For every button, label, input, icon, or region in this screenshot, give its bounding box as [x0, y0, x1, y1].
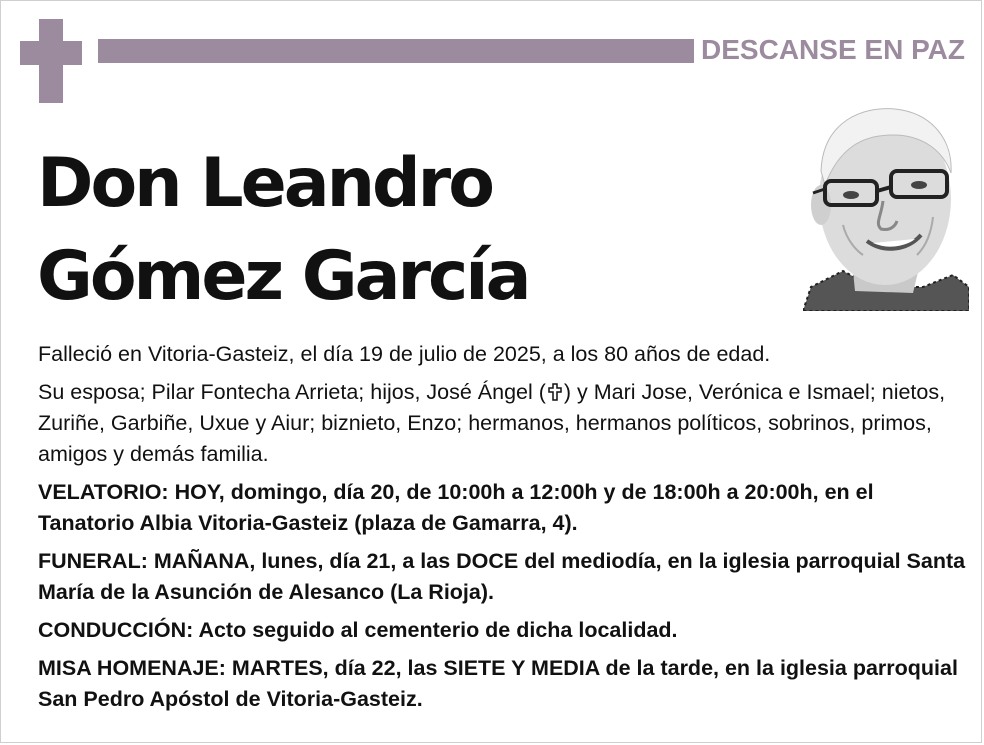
funeral-paragraph: FUNERAL: MAÑANA, lunes, día 21, a las DOCE del mediodía, en la iglesia parroquial Santa María de la Asunción de Alesanco (La Rioja). — [38, 549, 966, 604]
deceased-name — [37, 137, 777, 323]
cross-icon — [20, 19, 82, 103]
cross-icon — [546, 383, 564, 401]
conduccion-paragraph: CONDUCCIÓN: Acto seguido al cementerio de dicha localidad. — [38, 618, 678, 642]
family-text-start: Su esposa; Pilar Fontecha Arrieta; hijos, José Ángel ( — [38, 380, 546, 404]
header-bar — [98, 39, 694, 63]
header-label: DESCANSE EN PAZ — [701, 34, 965, 65]
family-text-end: ) y Mari Jose, Verónica e Ismael; nietos, Zuriñe, Garbiñe, Uxue y Aiur; biznieto, Enzo; hermanos, hermanos políticos, sobrinos, primos, amigos y demás familia. — [38, 380, 946, 466]
family-paragraph — [38, 377, 968, 470]
portrait-photo — [803, 101, 969, 311]
name-line-1: Don Leandro — [37, 144, 492, 223]
velatorio-paragraph: VELATORIO: HOY, domingo, día 20, de 10:00h a 12:00h y de 18:00h a 20:00h, en el Tanatorio Albia Vitoria-Gasteiz (plaza de Gamarra, 4). — [38, 480, 874, 535]
notice-body — [38, 339, 968, 722]
name-line-2: Gómez García — [37, 237, 529, 316]
death-line: Falleció en Vitoria-Gasteiz, el día 19 de julio de 2025, a los 80 años de edad. — [38, 342, 771, 366]
misa-paragraph: MISA HOMENAJE: MARTES, día 22, las SIETE Y MEDIA de la tarde, en la iglesia parroquial San Pedro Apóstol de Vitoria-Gasteiz. — [38, 656, 958, 711]
